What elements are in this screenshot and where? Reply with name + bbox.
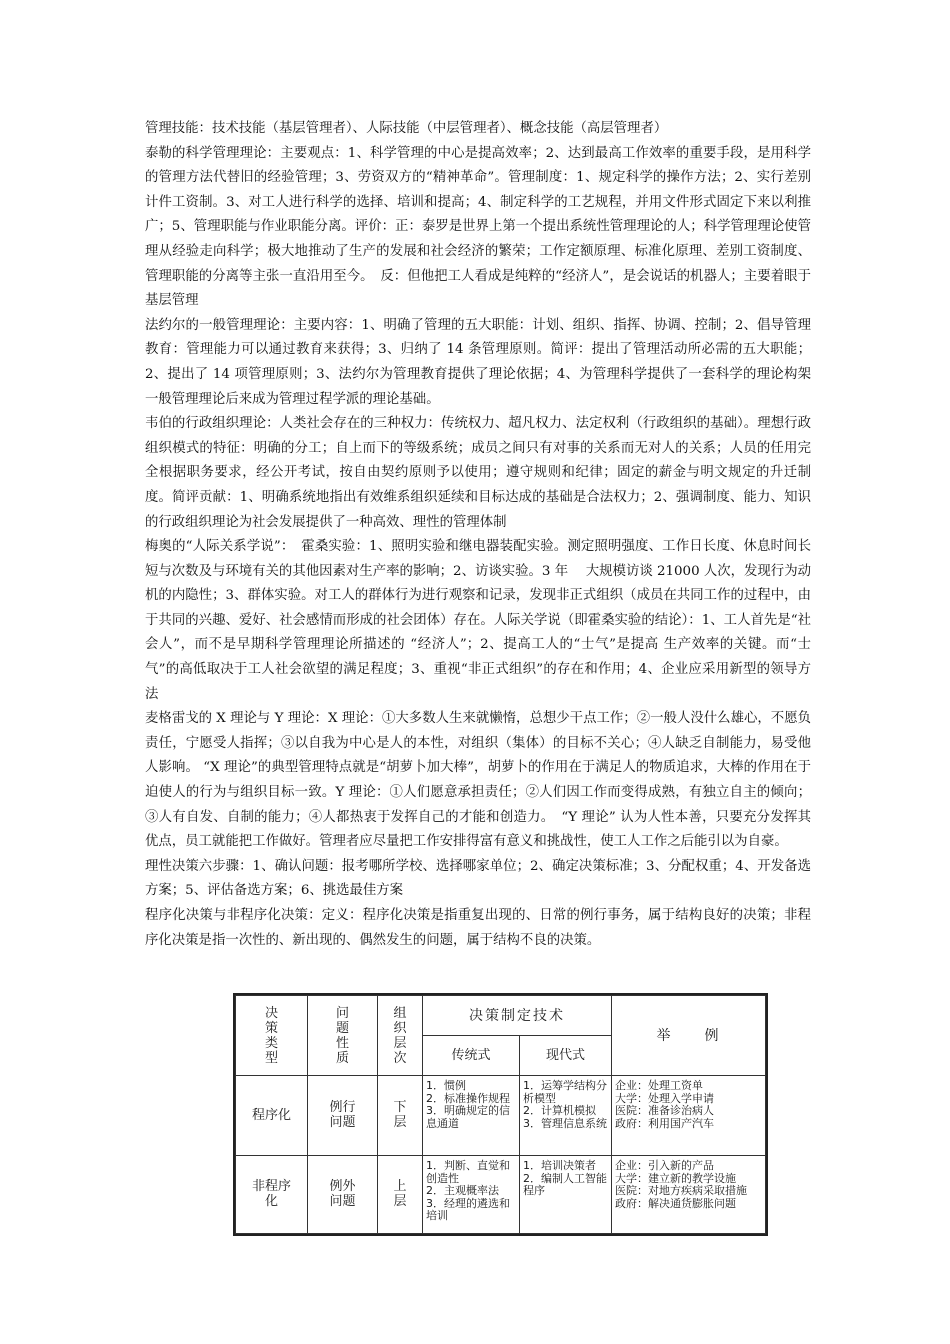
header-modern: 现代式 <box>520 1036 612 1076</box>
row-level: 下层 <box>378 1076 423 1156</box>
list-item: 医院：准备诊治病人 <box>615 1104 714 1117</box>
header-technique: 决策制定技术 <box>423 996 612 1036</box>
list-item: 1．培训决策者 <box>523 1159 596 1172</box>
header-example: 举 例 <box>612 996 766 1076</box>
row-example <box>612 1076 766 1156</box>
list-item: 2．主观概率法 <box>426 1184 499 1197</box>
list-item: 3．经理的遴选和培训 <box>426 1196 510 1222</box>
table-row <box>236 1076 766 1156</box>
paragraph-fayol: 法约尔的一般管理理论：主要内容：1、明确了管理的五大职能：计划、组织、指挥、协调、控制；2、倡导管理教育：管理能力可以通过教育来获得；3、归纳了 14 条管理原则。简评：提出了管理活动所必需的五大职能；2、提出了 14 项管理原则；3、法约尔为管理教育提供了理论依据；4、为管理科学提供了一套科学的理论构架一般管理理论后来成为管理过程学派的理论基础。 <box>145 317 811 407</box>
list-item: 政府：利用国产汽车 <box>615 1116 714 1130</box>
row-traditional <box>423 1076 520 1156</box>
decision-table-figure <box>233 993 768 1236</box>
list-item: 大学：处理入学申请 <box>615 1091 714 1105</box>
row-modern <box>520 1156 612 1234</box>
row-modern <box>520 1076 612 1156</box>
header-traditional: 传统式 <box>423 1036 520 1076</box>
list-item: 大学：建立新的教学设施 <box>615 1171 736 1185</box>
list-item: 1．运筹学结构分析模型 <box>523 1079 607 1105</box>
paragraph-taylor: 泰勒的科学管理理论：主要观点：1、科学管理的中心是提高效率；2、达到最高工作效率的重要手段，是用科学的管理方法代替旧的经验管理；3、劳资双方的“精神革命”。管理制度：1、规定科学的操作方法；2、实行差别计件工资制。3、对工人进行科学的选择、培训和提高；4、制定科学的工艺规程，并用文件形式固定下来以利推广；5、管理职能与作业职能分离。评价：正：泰罗是世界上第一个提出系统性管理理论的人；科学管理理论使管理从经验走向科学；极大地推动了生产的发展和社会经济的繁荣；工作定额原理、标准化原理、差别工资制度、管理职能的分离等主张一直沿用至今。 反：但他把工人看成是纯粹的“经济人”，是会说话的机器人；主要着眼于基层管理 <box>145 145 811 309</box>
paragraph-management-skills: 管理技能：技术技能（基层管理者）、人际技能（中层管理者）、概念技能（高层管理者） <box>145 121 668 136</box>
list-item: 1．惯例 <box>426 1079 466 1092</box>
list-item: 2．编制人工智能程序 <box>523 1171 607 1197</box>
list-item: 1．判断、直觉和创造性 <box>426 1159 510 1185</box>
row-level: 上层 <box>378 1156 423 1234</box>
list-item: 医院：对地方疾病采取措施 <box>615 1184 747 1197</box>
paragraph-mayo: 梅奥的“人际关系学说”： 霍桑实验：1、照明实验和继电器装配实验。测定照明强度、工作日长度、休息时间长短与次数及与环境有关的其他因素对生产率的影响；2、访谈实验。3 年 大规模访谈 21000 人次，发现行为动机的内隐性；3、群体实验。对工人的群体行为进行观察和记录，发现非正式组织（成员在共同工作的过程中，由于共同的兴趣、爱好、社会感情而形成的社会团体）存在。人际关学说（即霍桑实验的结论）：1、工人首先是“社会人”，而不是早期科学管理理论所描述的 “经济人”；2、提高工人的“士气”是提高 生产效率的关键。而“士气”的高低取决于工人社会欲望的满足程度；3、重视“非正式组织”的存在和作用；4、企业应采用新型的领导方法 <box>145 539 811 702</box>
header-org-level: 组织层次 <box>378 996 423 1076</box>
paragraph-programmed-decision: 程序化决策与非程序化决策：定义：程序化决策是指重复出现的、日常的例行事务，属于结构良好的决策；非程序化决策是指一次性的、新出现的、偶然发生的问题，属于结构不良的决策。 <box>145 908 811 948</box>
paragraph-mcgregor: 麦格雷戈的 X 理论与 Y 理论：X 理论：①大多数人生来就懒惰，总想少干点工作；②一般人没什么雄心，不愿负责任，宁愿受人指挥；③以自我为中心是人的本性，对组织（集体）的目标不关心；④人缺乏自制能力，易受他人影响。 “X 理论”的典型管理特点就是“胡萝卜加大棒”，胡萝卜的作用在于满足人的物质追求，大棒的作用在于迫使人的行为与组织目标一致。Y 理论：①人们愿意承担责任；②人们因工作而变得成熟，有独立自主的倾向；③人有自发、自制的能力；④人都热衷于发挥自己的才能和创造力。 “Y 理论” 认为人性本善，只要充分发挥其优点，员工就能把工作做好。管理者应尽量把工作安排得富有意义和挑战性，使工人工作之后能引以为自豪。 <box>145 711 811 850</box>
table-row <box>236 1156 766 1234</box>
row-type: 程序化 <box>236 1076 308 1156</box>
list-item: 2．计算机模拟 <box>523 1104 596 1117</box>
row-type: 非程序化 <box>236 1156 308 1234</box>
list-item: 3．管理信息系统 <box>523 1116 607 1130</box>
row-nature: 例外问题 <box>308 1156 378 1234</box>
header-problem-nature: 问题性质 <box>308 996 378 1076</box>
header-decision-type: 决策类型 <box>236 996 308 1076</box>
decision-table <box>235 995 766 1234</box>
list-item: 企业：引入新的产品 <box>615 1159 714 1172</box>
list-item: 3．明确规定的信息通道 <box>426 1104 510 1130</box>
list-item: 2．标准操作规程 <box>426 1091 510 1105</box>
document-body <box>145 117 811 953</box>
paragraph-weber: 韦伯的行政组织理论：人类社会存在的三种权力：传统权力、超凡权力、法定权利（行政组织的基础）。理想行政组织模式的特征：明确的分工；自上而下的等级系统；成员之间只有对事的关系而无对人的关系；人员的任用完全根据职务要求，经公开考试，按自由契约原则予以使用；遵守规则和纪律；固定的薪金与明文规定的升迁制度。简评贡献：1、明确系统地指出有效维系组织延续和目标达成的基础是合法权力；2、强调制度、能力、知识的行政组织理论为社会发展提供了一种高效、理性的管理体制 <box>145 416 811 530</box>
row-nature: 例行问题 <box>308 1076 378 1156</box>
list-item: 企业：处理工资单 <box>615 1079 703 1092</box>
row-traditional <box>423 1156 520 1234</box>
paragraph-rational-decision: 理性决策六步骤：1、确认问题：报考哪所学校、选择哪家单位；2、确定决策标准；3、分配权重；4、开发备选方案；5、评估备选方案；6、挑选最佳方案 <box>145 858 811 899</box>
list-item: 政府：解决通货膨胀问题 <box>615 1196 736 1210</box>
row-example <box>612 1156 766 1234</box>
